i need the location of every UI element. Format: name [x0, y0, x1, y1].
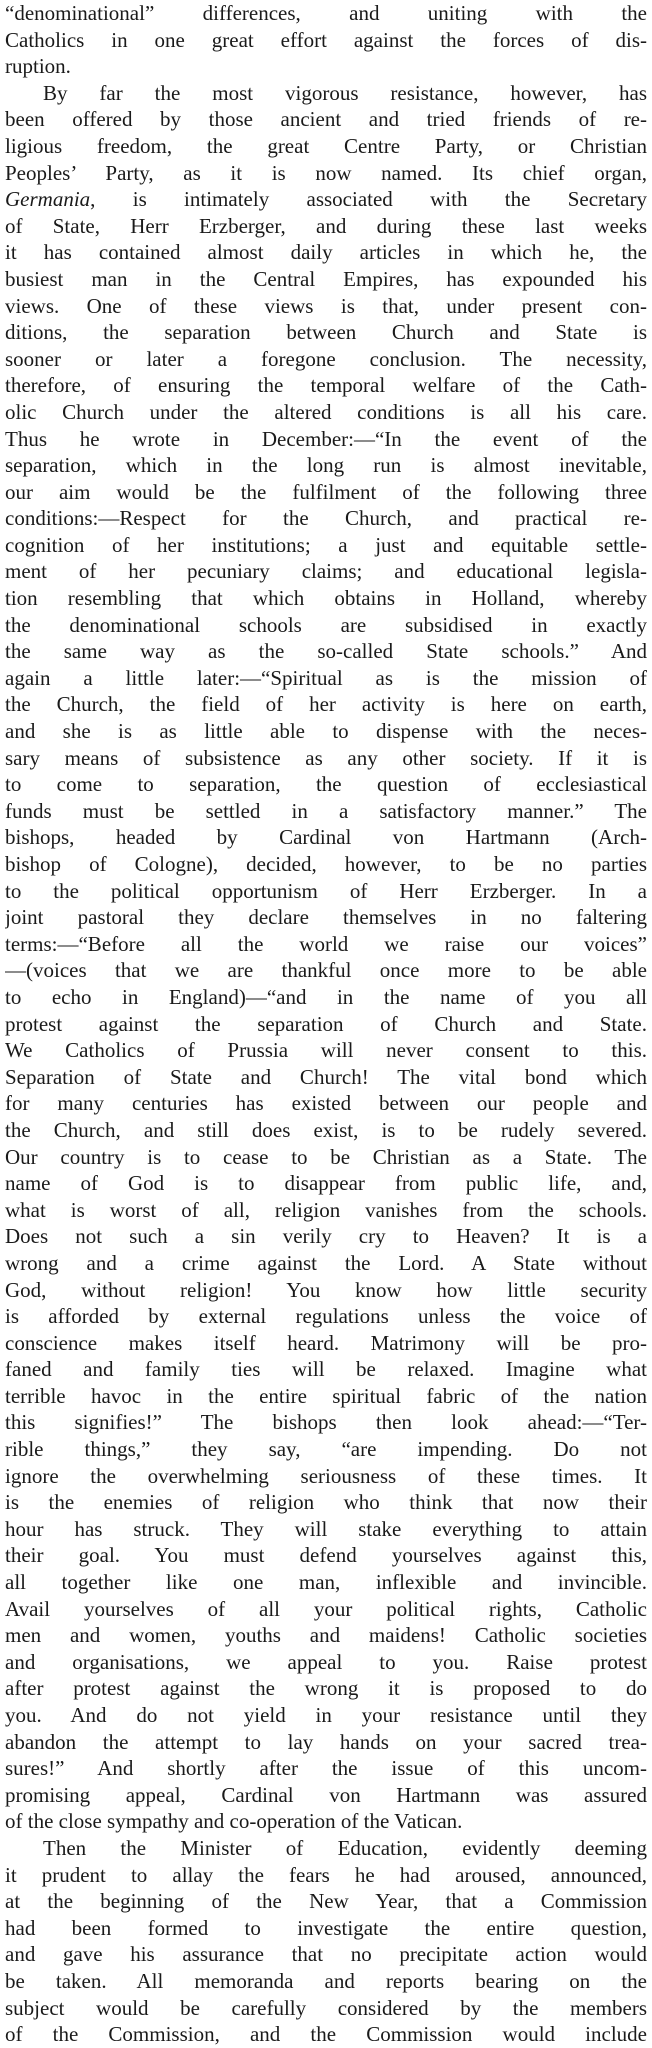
text-line: our aim would be the fulfilment of the following three — [5, 479, 647, 504]
text-line: Catholics in one great effort against the forces of dis- — [5, 27, 647, 52]
text-line: at the beginning of the New Year, that a Commission — [5, 1889, 647, 1914]
text-line: sures!” And shortly after the issue of this uncom- — [5, 1756, 647, 1781]
text-line: had been formed to investigate the entire question, — [5, 1915, 647, 1940]
text-line: ment of her pecuniary claims; and educational legisla- — [5, 559, 647, 584]
text-line: the Church, the field of her activity is here on earth, — [5, 692, 647, 717]
text-line: “denominational” differences, and uniting with the — [5, 1, 647, 25]
text-line: promising appeal, Cardinal von Hartmann was assured — [5, 1782, 647, 1807]
text-line: sary means of subsistence as any other society. If it is — [5, 745, 647, 770]
text-line: and gave his assurance that no precipitate action would — [5, 1942, 647, 1967]
text-line: We Catholics of Prussia will never consent to this. — [5, 1038, 647, 1063]
text-line: after protest against the wrong it is proposed to do — [5, 1676, 647, 1701]
text-line: is the enemies of religion who think that now their — [5, 1490, 647, 1515]
text-line: conditions:—Respect for the Church, and practical re- — [5, 506, 647, 531]
text-line: busiest man in the Central Empires, has expounded his — [5, 266, 647, 291]
text-line: tion resembling that which obtains in Holland, whereby — [5, 586, 647, 611]
text-line: joint pastoral they declare themselves in no faltering — [5, 905, 647, 930]
text-line: to echo in England)—“and in the name of you all — [5, 984, 647, 1009]
text-line: separation, which in the long run is almost inevitable, — [5, 453, 647, 478]
text-line: what is worst of all, religion vanishes from the schools. — [5, 1197, 647, 1222]
text-line: it has contained almost daily articles in which he, the — [5, 240, 647, 265]
text-line: the denominational schools are subsidised in exactly — [5, 612, 647, 637]
text-line: their goal. You must defend yourselves against this, — [5, 1543, 647, 1568]
text-line: is afforded by external regulations unless the voice of — [5, 1304, 647, 1329]
text-line: hour has struck. They will stake everything to attain — [5, 1516, 647, 1541]
text-line: and she is as little able to dispense with the neces- — [5, 719, 647, 744]
text-line: sooner or later a foregone conclusion. The necessity, — [5, 346, 647, 371]
text-line: subject would be carefully considered by the members — [5, 1995, 647, 2020]
text-line: funds must be settled in a satisfactory manner.” The — [5, 798, 647, 823]
text-line: —(voices that we are thankful once more to be able — [5, 958, 647, 983]
text-line: Peoples’ Party, as it is now named. Its chief organ, — [5, 160, 647, 185]
text-line: Separation of State and Church! The vital bond which — [5, 1064, 647, 1089]
newspaper-title: Germania — [5, 187, 91, 212]
text-line: you. And do not yield in your resistance until they — [5, 1703, 647, 1727]
text-line: ditions, the separation between Church and State is — [5, 320, 647, 345]
text-line: all together like one man, inflexible and invincible. — [5, 1570, 647, 1595]
text-line: Then the Minister of Education, evidently deeming — [43, 1835, 647, 1860]
text-line: the same way as the so-called State schools.” And — [5, 639, 647, 664]
text-line: it prudent to allay the fears he had aroused, announced, — [5, 1862, 647, 1887]
text-line: Our country is to cease to be Christian as a State. The — [5, 1144, 647, 1169]
text-line: ruption. — [5, 54, 71, 79]
article-body — [5, 0, 647, 2048]
text-line: men and women, youths and maidens! Catholic societies — [5, 1623, 647, 1648]
text-line: name of God is to disappear from public life, and, — [5, 1171, 647, 1196]
text-line: rible things,” they say, “are impending. Do not — [5, 1437, 647, 1462]
text-line: terms:—“Before all the world we raise our voices” — [5, 931, 647, 956]
text-line: to the political opportunism of Herr Erzberger. In a — [5, 878, 647, 903]
text-line: bishops, headed by Cardinal von Hartmann (Arch- — [5, 825, 647, 850]
text-line: Does not such a sin verily cry to Heaven? It is a — [5, 1224, 647, 1249]
text-line: of State, Herr Erzberger, and during these last weeks — [5, 213, 647, 238]
text-line: therefore, of ensuring the temporal welfare of the Cath- — [5, 373, 647, 398]
text-line: By far the most vigorous resistance, however, has — [43, 80, 647, 105]
text-line: been offered by those ancient and tried friends of re- — [5, 107, 647, 132]
text-line: olic Church under the altered conditions is all his care. — [5, 399, 647, 424]
text-line: wrong and a crime against the Lord. A State without — [5, 1250, 647, 1275]
text-line: Germania, is intimately associated with the Secretary — [5, 187, 647, 212]
text-line: the Church, and still does exist, is to be rudely severed. — [5, 1117, 647, 1142]
text-line: of the Commission, and the Commission would include — [5, 2022, 647, 2047]
text-line: this signifies!” The bishops then look ahead:—“Ter- — [5, 1410, 647, 1435]
text-line: views. One of these views is that, under present con- — [5, 293, 647, 318]
text-line: cognition of her institutions; a just and equitable settle- — [5, 532, 647, 557]
text-line: to come to separation, the question of ecclesiastical — [5, 772, 647, 797]
text-line: again a little later:—“Spiritual as is the mission of — [5, 665, 647, 690]
text-line: bishop of Cologne), decided, however, to be no parties — [5, 852, 647, 876]
text-line: terrible havoc in the entire spiritual fabric of the nation — [5, 1383, 647, 1408]
text-line: protest against the separation of Church and State. — [5, 1011, 647, 1036]
text-line: God, without religion! You know how little security — [5, 1277, 647, 1302]
text-line: Thus he wrote in December:—“In the event of the — [5, 426, 647, 451]
text-line: Avail yourselves of all your political rights, Catholic — [5, 1596, 647, 1621]
text-line: ligious freedom, the great Centre Party, or Christian — [5, 133, 647, 158]
text-line: be taken. All memoranda and reports bearing on the — [5, 1968, 647, 1993]
text-line: of the close sympathy and co-operation of the Vatican. — [5, 1809, 463, 1834]
text-line: for many centuries has existed between our people and — [5, 1091, 647, 1116]
text-line: abandon the attempt to lay hands on your sacred trea- — [5, 1729, 647, 1754]
text-line: and organisations, we appeal to you. Raise protest — [5, 1649, 647, 1674]
text-line: faned and family ties will be relaxed. Imagine what — [5, 1357, 647, 1382]
text-line: ignore the overwhelming seriousness of these times. It — [5, 1463, 647, 1488]
text-line: conscience makes itself heard. Matrimony will be pro- — [5, 1330, 647, 1355]
